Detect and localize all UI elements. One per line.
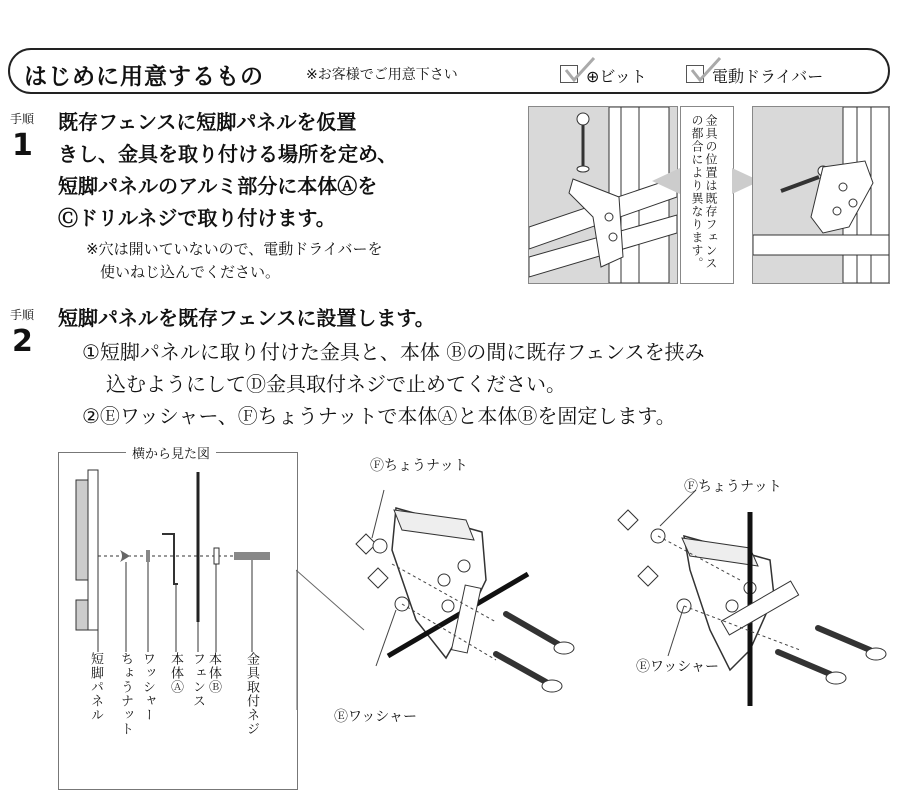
side-label-short-panel: 短脚パネル xyxy=(88,652,103,722)
prep-note: ※お客様でご用意下さい xyxy=(306,67,458,83)
step1-line: 短脚パネルのアルミ部分に本体Ⓐを xyxy=(58,174,378,198)
assembly-diagram-center xyxy=(296,470,616,720)
side-label-fence: フェンス xyxy=(190,652,205,708)
step1-note: 使いねじ込んでください。 xyxy=(100,263,281,281)
callout-wing-nut-2: Ⓕちょうナット xyxy=(684,479,782,495)
side-view-title: 横から見た図 xyxy=(126,443,216,462)
step1-line: Ⓒドリルネジで取り付けます。 xyxy=(58,206,336,230)
side-label-wing-nut: ちょうナット xyxy=(118,652,133,736)
side-label-body-b: 本体Ⓑ xyxy=(206,652,221,694)
bracket-illustration-right xyxy=(753,107,889,283)
step2-number: 2 xyxy=(12,324,33,359)
assembly-diagram-right xyxy=(600,480,895,720)
bit-label: ⊕ビット xyxy=(586,67,647,86)
figure-caption: 金具の位置は既存フェンスの都合により異なります。 xyxy=(690,114,718,270)
step1-text xyxy=(58,106,528,234)
callout-washer-1: Ⓔワッシャー xyxy=(334,709,418,725)
fence-figure-left xyxy=(528,106,678,284)
step1-label: 手順 xyxy=(10,112,35,126)
step2-label: 手順 xyxy=(10,308,35,322)
step1-line: 既存フェンスに短脚パネルを仮置 xyxy=(58,110,357,134)
step2-sub: ②Ⓔワッシャー、Ⓕちょうナットで本体Ⓐと本体Ⓑを固定します。 xyxy=(82,404,676,428)
step2-sub: ①短脚パネルに取り付けた金具と、本体 Ⓑの間に既存フェンスを挟み xyxy=(82,340,705,364)
arrow-left-icon xyxy=(652,168,680,194)
side-label-washer: ワッシャー xyxy=(140,652,155,722)
prep-title: はじめに用意するもの xyxy=(24,64,264,90)
callout-washer-2: Ⓔワッシャー xyxy=(636,659,720,675)
driver-label: 電動ドライバー xyxy=(712,67,824,86)
side-label-screw: 金具取付ネジ xyxy=(244,652,259,736)
step2-sub: 込むようにしてⒹ金具取付ネジで止めてください。 xyxy=(106,372,566,396)
bracket-illustration-left xyxy=(529,107,677,283)
side-view-diagram xyxy=(58,452,296,788)
fence-figure-right xyxy=(752,106,890,284)
callout-wing-nut-1: Ⓕちょうナット xyxy=(370,458,468,474)
side-label-body-a: 本体Ⓐ xyxy=(168,652,183,694)
step1-number: 1 xyxy=(12,128,33,163)
step2-heading: 短脚パネルを既存フェンスに設置します。 xyxy=(58,306,435,330)
step1-line: きし、金具を取り付ける場所を定め、 xyxy=(58,142,398,166)
step1-note: ※穴は開いていないので、電動ドライバーを xyxy=(86,240,383,258)
